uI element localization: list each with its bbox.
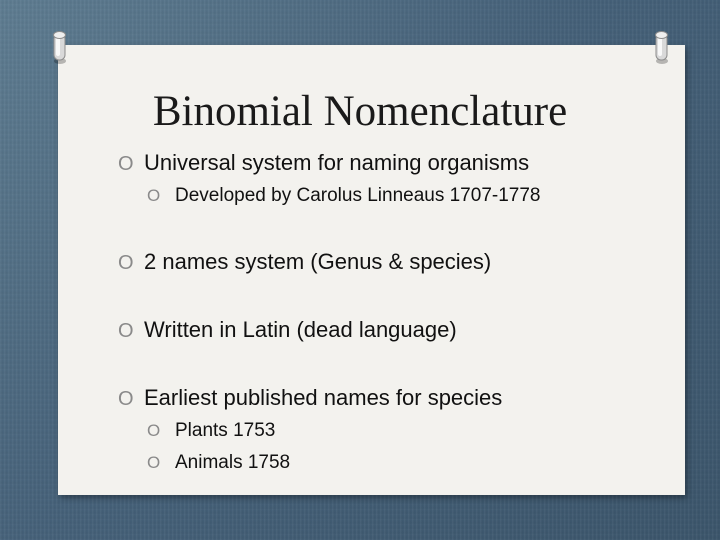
sub-bullet-linneaus [147,185,540,207]
bullet-text: Written in Latin (dead language) [144,317,457,342]
bullet-latin [118,317,457,343]
bullet-text: Universal system for naming organisms [144,150,530,175]
bullet-marker: O [147,186,161,205]
bullet-earliest-names [118,385,502,411]
bullet-marker: O [147,421,161,440]
bullet-text: Plants 1753 [175,420,276,441]
bullet-marker: O [118,320,134,342]
push-pin-right-icon [650,28,672,68]
bullet-marker: O [147,453,161,472]
sub-bullet-animals [147,452,290,474]
bullet-universal-system [118,150,529,176]
bullet-text: 2 names system (Genus & species) [144,249,492,274]
slide-title: Binomial Nomenclature [152,88,568,135]
bullet-marker: O [118,388,134,410]
bullet-marker: O [118,153,134,175]
bullet-text: Developed by Carolus Linneaus 1707-1778 [175,185,541,206]
push-pin-left-icon [48,28,70,68]
bullet-marker: O [118,252,134,274]
sub-bullet-plants [147,420,275,442]
bullet-two-names [118,249,491,275]
bullet-text: Animals 1758 [175,452,291,473]
bullet-text: Earliest published names for species [144,385,503,410]
